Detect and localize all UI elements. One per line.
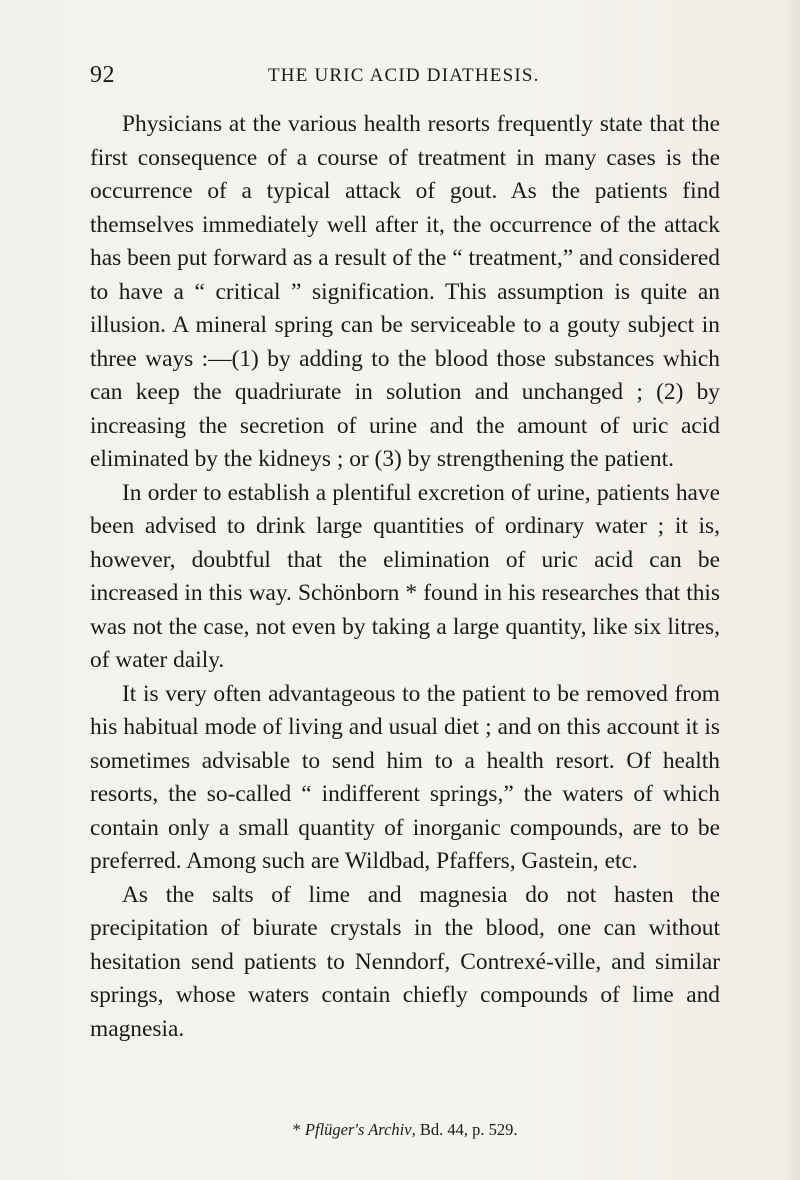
body-text [90, 108, 720, 1046]
running-head: THE URIC ACID DIATHESIS. [268, 65, 540, 86]
footnote [90, 1120, 720, 1140]
page-number: 92 [90, 62, 115, 88]
footnote-marker: * [292, 1120, 305, 1139]
paragraph: Physicians at the various health resorts frequently state that the first consequence of a course of treatment in many cases is the occurrence of a typical attack of gout. As the patients find themselves immediately well after it, the occurrence of the attack has been put forward as a result of the “ treatment,” and considered to have a “ critical ” signification. This assumption is quite an illusion. A mineral spring can be serviceable to a gouty subject in three ways :—(1) by adding to the blood those substances which can keep the quadriurate in solution and unchanged ; (2) by increasing the secretion of urine and the amount of uric acid eliminated by the kidneys ; or (3) by strengthening the patient. [90, 111, 720, 472]
footnote-reference: , Bd. 44, p. 529. [411, 1120, 518, 1139]
paragraph: In order to establish a plentiful excretion of urine, patients have been advised to drink large quantities of ordinary water ; it is, however, doubtful that the elimination of uric acid can be increased in this way. Schönborn * found in his researches that this was not the case, not even by taking a large quantity, like six litres, of water daily. [90, 479, 720, 673]
footnote-title: Pflüger's Archiv [304, 1120, 412, 1139]
page-header [90, 62, 720, 92]
page-edge-shadow [786, 0, 800, 1180]
paragraph: As the salts of lime and magnesia do not hasten the precipitation of biurate crystals in the blood, one can without hesitation send patients to Nenndorf, Contrexé-ville, and similar springs, whose waters contain chiefly compounds of lime and magnesia. [90, 881, 720, 1042]
paragraph: It is very often advantageous to the patient to be removed from his habitual mode of living and usual diet ; and on this account it is sometimes advisable to send him to a health resort. Of health resorts, the so-called “ indifferent springs,” the waters of which contain only a small quantity of inorganic compounds, are to be preferred. Among such are Wildbad, Pfaffers, Gastein, etc. [90, 680, 720, 874]
